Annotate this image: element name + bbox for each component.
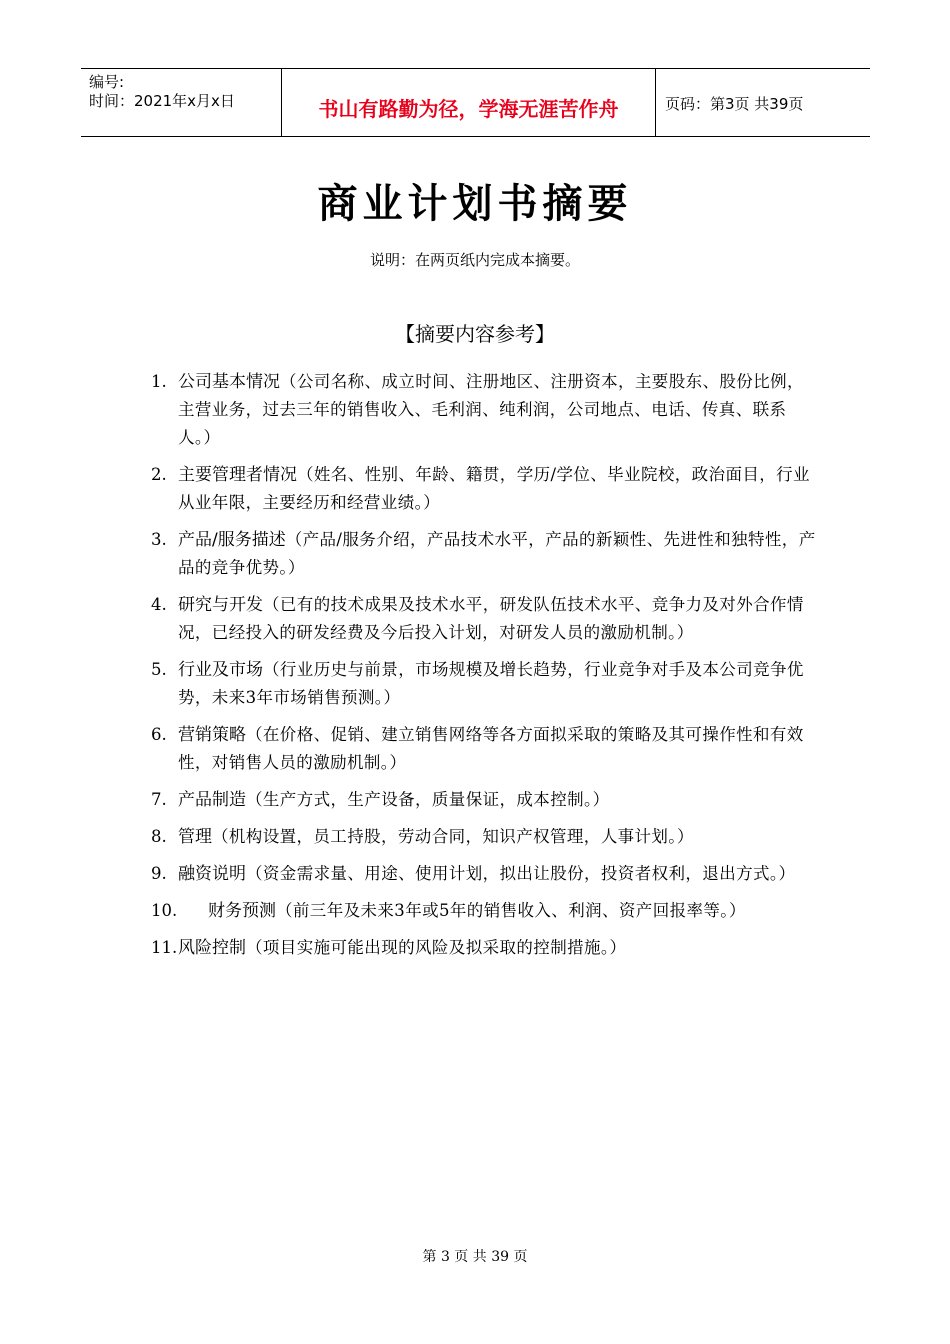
- list-item: [151, 656, 816, 712]
- summary-list: [151, 368, 816, 971]
- item-title: 主要管理者情况: [178, 465, 297, 485]
- item-title: 产品/服务描述: [178, 530, 286, 550]
- header-middle-cell: [281, 69, 656, 136]
- item-description: （行业历史与前景，市场规模及增长趋势，行业竞争对手及本公司竞争优势，未来3年市场销售预测。）: [178, 660, 804, 707]
- item-title: 管理: [178, 827, 212, 847]
- list-item: [151, 461, 816, 517]
- time-line: 时间：2021年x月x日: [89, 92, 235, 110]
- item-number: 5.: [151, 660, 167, 679]
- header-left-cell: [81, 69, 281, 136]
- item-title: 公司基本情况: [178, 372, 280, 392]
- list-item: [151, 526, 816, 582]
- item-number: 9.: [151, 864, 167, 883]
- item-number: 3.: [151, 530, 167, 549]
- item-description: （资金需求量、用途、使用计划，拟出让股份，投资者权利，退出方式。）: [246, 864, 796, 883]
- item-description: （在价格、促销、建立销售网络等各方面拟采取的策略及其可操作性和有效性，对销售人员的激励机制。）: [178, 725, 804, 772]
- page-title: 商业计划书摘要: [317, 181, 633, 227]
- item-title: 营销策略: [178, 725, 246, 745]
- item-title: 风险控制: [178, 938, 246, 958]
- item-description: （已有的技术成果及技术水平，研发队伍技术水平、竞争力及对外合作情况，已经投入的研发经费及今后投入计划，对研发人员的激励机制。）: [178, 595, 804, 642]
- list-item: [151, 934, 816, 962]
- list-item: [151, 721, 816, 777]
- item-description: （生产方式，生产设备，质量保证，成本控制。）: [246, 790, 610, 809]
- item-title: 行业及市场: [178, 660, 263, 680]
- item-description: （项目实施可能出现的风险及拟采取的控制措施。）: [246, 938, 627, 957]
- serial-label: 编号:: [89, 73, 125, 91]
- item-title: 融资说明: [178, 864, 246, 884]
- page-info: 页码：第3页 共39页: [665, 95, 804, 113]
- list-item: [151, 860, 816, 888]
- header-right-cell: [655, 69, 870, 136]
- item-number: 1.: [151, 372, 167, 391]
- instruction-note: 说明：在两页纸内完成本摘要。: [369, 251, 580, 269]
- header-table: [81, 68, 870, 137]
- item-title: 研究与开发: [178, 595, 263, 615]
- item-number: 11.: [151, 938, 178, 957]
- page-footer: 第 3 页 共 39 页: [422, 1249, 528, 1265]
- item-description: （公司名称、成立时间、注册地区、注册资本，主要股东、股份比例，主营业务，过去三年的销售收入、毛利润、纯利润，公司地点、电话、传真、联系人。）: [178, 372, 804, 447]
- item-description: （机构设置，员工持股，劳动合同，知识产权管理，人事计划。）: [212, 827, 694, 846]
- item-title: 产品制造: [178, 790, 246, 810]
- list-item: [151, 368, 816, 452]
- item-number: 2.: [151, 465, 167, 484]
- item-number: 7.: [151, 790, 167, 809]
- list-item: [151, 786, 816, 814]
- list-item: [151, 591, 816, 647]
- item-description: （产品/服务介绍，产品技术水平，产品的新颖性、先进性和独特性，产品的竞争优势。）: [178, 530, 816, 577]
- section-subheading: 【摘要内容参考】: [395, 322, 555, 346]
- item-number: 8.: [151, 827, 167, 846]
- item-description: （前三年及未来3年或5年的销售收入、利润、资产回报率等。）: [276, 901, 746, 920]
- item-number: 6.: [151, 725, 167, 744]
- motto: 书山有路勤为径，学海无涯苦作舟: [318, 97, 619, 121]
- item-title: 财务预测: [208, 901, 276, 921]
- item-number: 10.: [151, 901, 178, 920]
- item-description: （姓名、性别、年龄、籍贯，学历/学位、毕业院校，政治面目，行业从业年限，主要经历和经营业绩。）: [178, 465, 810, 512]
- list-item: [151, 897, 816, 925]
- list-item: [151, 823, 816, 851]
- item-number: 4.: [151, 595, 167, 614]
